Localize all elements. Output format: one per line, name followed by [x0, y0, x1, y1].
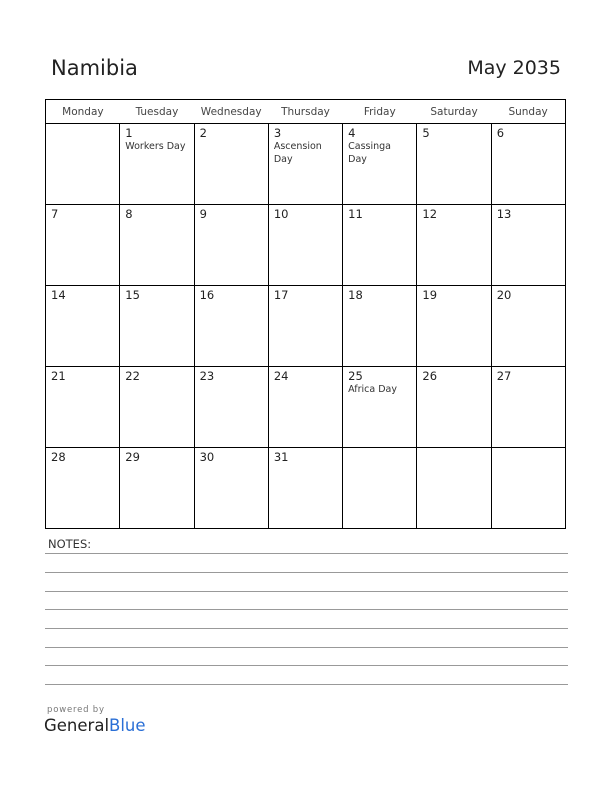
weekday-header: Saturday — [417, 100, 491, 124]
day-number: 27 — [496, 369, 512, 383]
day-cell — [343, 367, 417, 448]
day-number: 17 — [273, 288, 289, 302]
day-number: 12 — [422, 207, 438, 221]
day-cell — [268, 124, 342, 205]
day-cell — [46, 448, 120, 529]
day-number: 1 — [125, 126, 133, 140]
day-cell — [343, 286, 417, 367]
holiday-label: Africa Day — [348, 384, 397, 395]
day-cell — [491, 205, 565, 286]
day-number: 24 — [273, 369, 289, 383]
notes-line — [45, 591, 568, 592]
week-row — [46, 205, 566, 286]
notes-label: NOTES: — [48, 537, 92, 551]
week-row — [46, 367, 566, 448]
day-number: 14 — [51, 288, 66, 302]
holiday-label: Cassinga Day — [348, 141, 391, 165]
day-number: 30 — [199, 450, 215, 464]
day-cell — [120, 205, 194, 286]
notes-line — [45, 553, 568, 554]
week-row — [46, 448, 566, 529]
weekday-header: Friday — [343, 100, 417, 124]
day-number: 6 — [496, 126, 505, 140]
notes-line — [45, 572, 568, 573]
day-number: 25 — [348, 369, 363, 383]
day-number: 26 — [422, 369, 438, 383]
day-cell — [268, 286, 342, 367]
day-number: 5 — [422, 126, 430, 140]
day-cell — [120, 124, 194, 205]
day-cell — [417, 205, 491, 286]
day-number: 3 — [273, 126, 282, 140]
brand-general: General — [44, 716, 110, 735]
day-number: 21 — [51, 369, 66, 383]
day-cell — [491, 124, 565, 205]
day-number: 31 — [273, 450, 289, 464]
brand-blue: Blue — [109, 716, 146, 735]
day-number: 29 — [125, 450, 140, 464]
calendar-grid — [45, 99, 566, 529]
day-cell — [46, 367, 120, 448]
day-cell — [194, 286, 268, 367]
day-cell — [46, 286, 120, 367]
day-cell — [343, 205, 417, 286]
day-number: 23 — [199, 369, 215, 383]
day-cell — [120, 448, 194, 529]
day-number: 18 — [348, 288, 363, 302]
day-cell — [194, 448, 268, 529]
day-number: 4 — [348, 126, 356, 140]
week-row — [46, 124, 566, 205]
day-number: 15 — [125, 288, 140, 302]
day-cell — [46, 124, 120, 205]
weekday-header: Thursday — [268, 100, 342, 124]
weekday-header: Tuesday — [120, 100, 194, 124]
day-number: 2 — [199, 126, 207, 140]
day-number: 9 — [199, 207, 207, 221]
weekday-header-row — [46, 100, 566, 124]
day-cell — [268, 367, 342, 448]
day-number: 13 — [496, 207, 512, 221]
day-number: 10 — [273, 207, 289, 221]
weekday-header: Wednesday — [194, 100, 268, 124]
notes-line — [45, 628, 568, 629]
day-number: 20 — [496, 288, 512, 302]
day-cell — [417, 448, 491, 529]
week-row — [46, 286, 566, 367]
weekday-header: Monday — [46, 100, 120, 124]
day-cell — [120, 367, 194, 448]
notes-line — [45, 684, 568, 685]
day-cell — [120, 286, 194, 367]
day-number: 16 — [199, 288, 215, 302]
day-number: 11 — [348, 207, 363, 221]
day-cell — [194, 367, 268, 448]
generalblue-logo — [44, 716, 146, 735]
weekday-header: Sunday — [491, 100, 565, 124]
notes-line — [45, 665, 568, 666]
day-cell — [194, 205, 268, 286]
day-cell — [343, 124, 417, 205]
day-cell — [268, 448, 342, 529]
notes-line — [45, 647, 568, 648]
notes-line — [45, 609, 568, 610]
day-cell — [417, 124, 491, 205]
day-cell — [491, 286, 565, 367]
day-cell — [343, 448, 417, 529]
month-year-title: May 2035 — [467, 57, 561, 79]
day-cell — [417, 367, 491, 448]
day-cell — [46, 205, 120, 286]
day-cell — [417, 286, 491, 367]
day-cell — [194, 124, 268, 205]
day-number: 7 — [51, 207, 59, 221]
day-cell — [268, 205, 342, 286]
day-cell — [491, 448, 565, 529]
day-cell — [491, 367, 565, 448]
powered-by-text: powered by — [47, 705, 105, 715]
holiday-label: Ascension Day — [273, 141, 322, 165]
day-number: 28 — [51, 450, 66, 464]
holiday-label: Workers Day — [125, 141, 186, 152]
day-number: 8 — [125, 207, 133, 221]
day-number: 19 — [422, 288, 438, 302]
country-title: Namibia — [51, 56, 138, 80]
day-number: 22 — [125, 369, 140, 383]
